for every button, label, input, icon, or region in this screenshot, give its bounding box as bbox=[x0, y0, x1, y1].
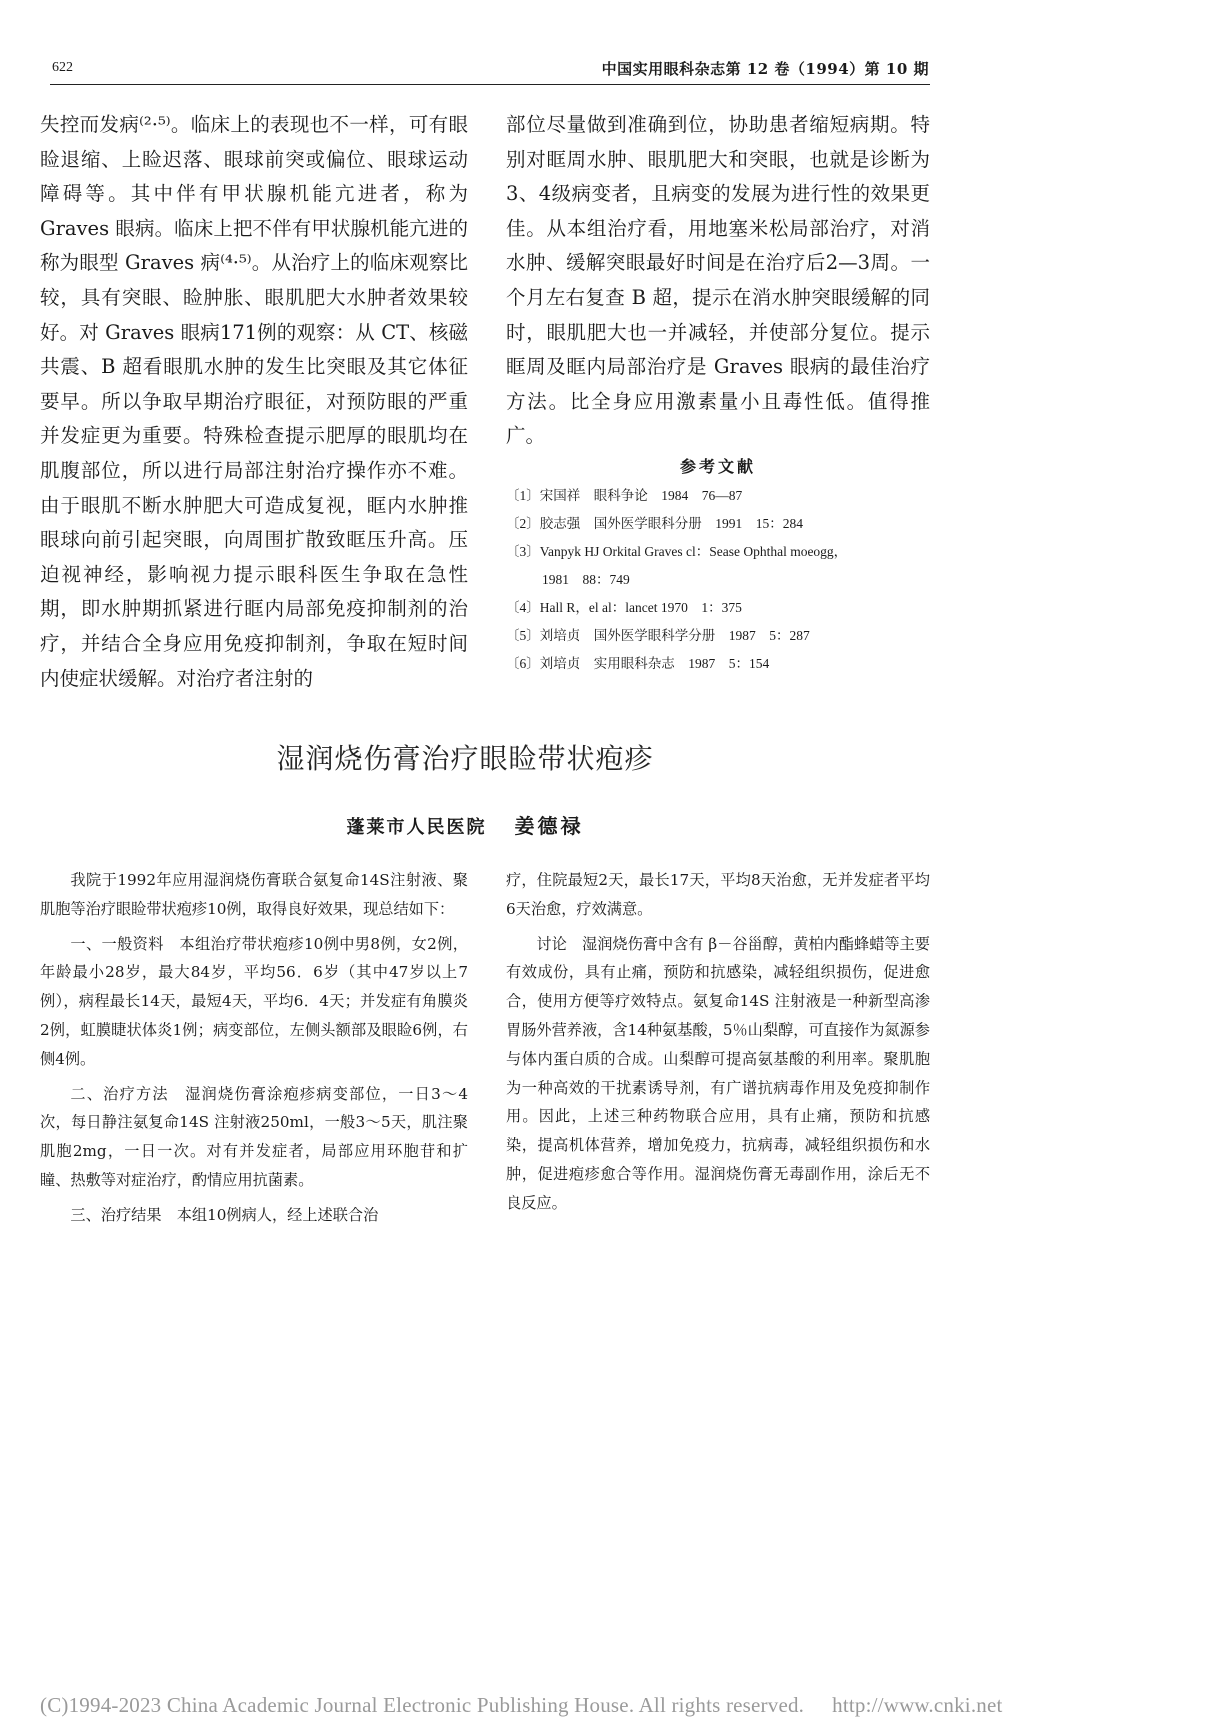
page-number: 622 bbox=[52, 60, 73, 75]
references-list bbox=[506, 482, 930, 678]
copyright-footer bbox=[40, 1693, 1003, 1718]
prev-article-right-column bbox=[506, 108, 930, 678]
article-paragraph: 三、治疗结果 本组10例病人，经上述联合治 bbox=[70, 1205, 379, 1224]
cnki-url: http://www.cnki.net bbox=[832, 1693, 1003, 1717]
reference-item: 〔3〕Vanpyk HJ Orkital Graves cl：Sease Ophthal moeogg， bbox=[506, 543, 848, 559]
author-name: 姜德禄 bbox=[514, 814, 584, 838]
prev-article-paragraph: 失控而发病⁽²·⁵⁾。临床上的表现也不一样，可有眼睑退缩、上睑迟落、眼球前突或偏位、眼球运动障碍等。其中伴有甲状腺机能亢进者，称为 Graves 眼病。临床上把不伴有甲状腺机能亢进的称为眼型 Graves 病⁽⁴·⁵⁾。从治疗上的临床观察比较，具有突眼、睑肿胀、眼肌肥大水肿者效果较好。对 Graves 眼病171例的观察：从 CT、核磁共震、B 超看眼肌水肿的发生比突眼及其它体征要早。所以争取早期治疗眼征，对预防眼的严重并发症更为重要。特殊检查提示肥厚的眼肌均在肌腹部位，所以进行局部注射治疗操作亦不难。由于眼肌不断水肿肥大可造成复视，眶内水肿推眼球向前引起突眼，向周围扩散致眶压升高。压迫视神经，影响视力提示眼科医生争取在急性期，即水肿期抓紧进行眶内局部免疫抑制剂的治疗，并结合全身应用免疫抑制剂，争取在短时间内使症状缓解。对治疗者注射的 bbox=[40, 113, 468, 690]
reference-item: 〔6〕刘培贞 实用眼科杂志 1987 5：154 bbox=[506, 655, 770, 671]
article-paragraph: 讨论 湿润烧伤膏中含有 β－谷甾醇，黄柏内酯蜂蜡等主要有效成份，具有止痛，预防和抗感染，减轻组织损伤，促进愈合，使用方便等疗效特点。氨复命14S 注射液是一种新型高渗胃肠外营养液，含14种氨基酸，5％山梨醇，可直接作为氮源参与体内蛋白质的合成。山梨醇可提高氨基酸的利用率。聚肌胞为一种高效的干扰素诱导剂，有广谱抗病毒作用及免疫抑制作用。因此，上述三种药物联合应用，具有止痛，预防和抗感染，提高机体营养，增加免疫力，抗病毒，减轻组织损伤和水肿，促进疱疹愈合等作用。湿润烧伤膏无毒副作用，涂后无不良反应。 bbox=[506, 934, 930, 1212]
article-title: 湿润烧伤膏治疗眼睑带状疱疹 bbox=[276, 742, 654, 775]
article-byline bbox=[0, 810, 930, 839]
article-left-column bbox=[40, 866, 468, 1236]
article-paragraph: 疗，住院最短2天，最长17天，平均8天治愈，无并发症者平均6天治愈，疗效满意。 bbox=[506, 871, 930, 918]
article-right-column bbox=[506, 866, 930, 1224]
prev-article-paragraph: 部位尽量做到准确到位，协助患者缩短病期。特别对眶周水肿、眼肌肥大和突眼，也就是诊断为3、4级病变者，且病变的发展为进行性的效果更佳。从本组治疗看，用地塞米松局部治疗，对消水肿、缓解突眼最好时间是在治疗后2—3周。一个月左右复查 B 超，提示在消水肿突眼缓解的同时，眼肌肥大也一并减轻，并使部分复位。提示眶周及眶内局部治疗是 Graves 眼病的最佳治疗方法。比全身应用激素量小且毒性低。值得推广。 bbox=[506, 113, 930, 448]
references-title: 参考文献 bbox=[679, 456, 756, 476]
reference-item: 〔2〕胶志强 国外医学眼科分册 1991 15：284 bbox=[506, 515, 803, 531]
header-rule bbox=[50, 84, 930, 85]
prev-article-left-column bbox=[40, 108, 468, 696]
reference-item: 〔5〕刘培贞 国外医学眼科学分册 1987 5：287 bbox=[506, 627, 810, 643]
author-affiliation: 蓬莱市人民医院 bbox=[346, 817, 487, 838]
running-header-journal: 中国实用眼科杂志第 12 卷（1994）第 10 期 bbox=[601, 60, 929, 78]
reference-item: 〔1〕宋国祥 眼科争论 1984 76—87 bbox=[506, 487, 743, 503]
article-paragraph: 我院于1992年应用湿润烧伤膏联合氨复命14S注射液、聚肌胞等治疗眼睑带状疱疹10例，取得良好效果，现总结如下： bbox=[40, 871, 468, 918]
copyright-text: (C)1994-2023 China Academic Journal Electronic Publishing House. All rights reserved. bbox=[40, 1693, 805, 1717]
reference-item: 〔4〕Hall R，el al：lancet 1970 1：375 bbox=[506, 599, 742, 615]
article-paragraph: 一、一般资料 本组治疗带状疱疹10例中男8例，女2例，年龄最小28岁，最大84岁，平均56．6岁（其中47岁以上7例），病程最长14天，最短4天，平均6．4天；并发症有角膜炎2例，虹膜睫状体炎1例；病变部位，左侧头额部及眼睑6例，右侧4例。 bbox=[40, 934, 468, 1068]
article-paragraph: 二、治疗方法 湿润烧伤膏涂疱疹病变部位，一日3～4次，每日静注氨复命14S 注射液250ml，一般3～5天，肌注聚肌胞2mg，一日一次。对有并发症者，局部应用环胞苷和扩瞳、热敷等对症治疗，酌情应用抗菌素。 bbox=[40, 1084, 468, 1189]
reference-item-continued: 1981 88：749 bbox=[542, 571, 630, 587]
